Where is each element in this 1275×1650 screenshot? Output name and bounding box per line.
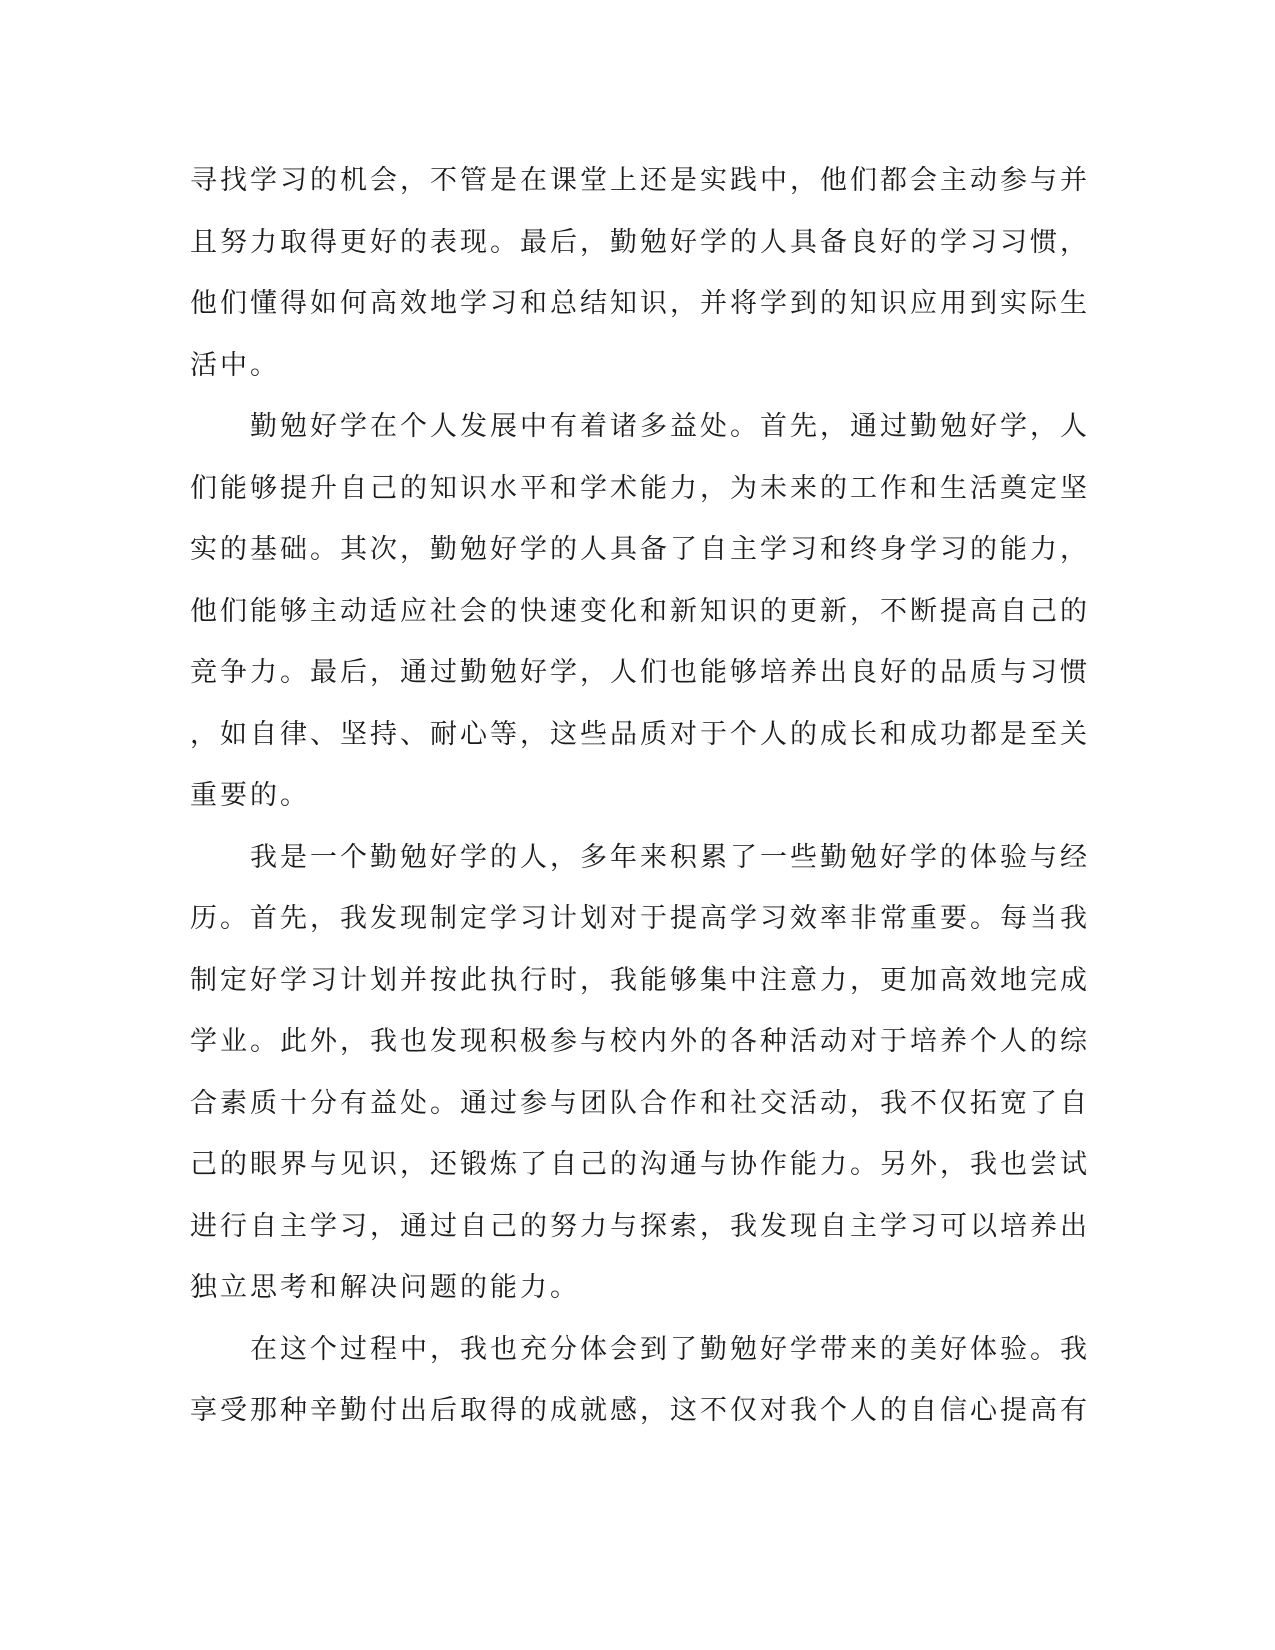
text-line: 竞争力。最后，通过勤勉好学，人们也能够培养出良好的品质与习惯 xyxy=(190,657,1090,688)
text-line: 合素质十分有益处。通过参与团队合作和社交活动，我不仅拓宽了自 xyxy=(190,1087,1090,1119)
body-text xyxy=(190,150,1090,1442)
text-line: 们能够提升自己的知识水平和学术能力，为未来的工作和生活奠定坚 xyxy=(190,472,1090,504)
text-line: 学业。此外，我也发现积极参与校内外的各种活动对于培养个人的综 xyxy=(190,1026,1090,1057)
text-line: 且努力取得更好的表现。最后，勤勉好学的人具备良好的学习习惯， xyxy=(190,226,1090,258)
text-line: 他们懂得如何高效地学习和总结知识，并将学到的知识应用到实际生 xyxy=(190,288,1090,319)
text-line: 寻找学习的机会，不管是在课堂上还是实践中，他们都会主动参与并 xyxy=(190,165,1090,196)
text-line: 活中。 xyxy=(190,349,280,381)
text-line: 进行自主学习，通过自己的努力与探索，我发现自主学习可以培养出 xyxy=(190,1210,1090,1242)
text-line: 己的眼界与见识，还锻炼了自己的沟通与协作能力。另外，我也尝试 xyxy=(190,1149,1090,1180)
text-line: 我是一个勤勉好学的人，多年来积累了一些勤勉好学的体验与经 xyxy=(190,841,1090,873)
text-line: 独立思考和解决问题的能力。 xyxy=(190,1272,580,1303)
text-line: 重要的。 xyxy=(190,780,310,811)
text-line: 制定好学习计划并按此执行时，我能够集中注意力，更加高效地完成 xyxy=(190,964,1090,996)
text-line: 实的基础。其次，勤勉好学的人具备了自主学习和终身学习的能力， xyxy=(190,534,1090,565)
text-line: 勤勉好学在个人发展中有着诸多益处。首先，通过勤勉好学，人 xyxy=(190,411,1090,442)
text-line: 享受那种辛勤付出后取得的成就感，这不仅对我个人的自信心提高有 xyxy=(190,1395,1090,1426)
text-line: 在这个过程中，我也充分体会到了勤勉好学带来的美好体验。我 xyxy=(190,1333,1090,1365)
text-line: ，如自律、坚持、耐心等，这些品质对于个人的成长和成功都是至关 xyxy=(190,718,1090,750)
text-line: 他们能够主动适应社会的快速变化和新知识的更新，不断提高自己的 xyxy=(190,595,1090,627)
text-line: 历。首先，我发现制定学习计划对于提高学习效率非常重要。每当我 xyxy=(190,903,1090,934)
